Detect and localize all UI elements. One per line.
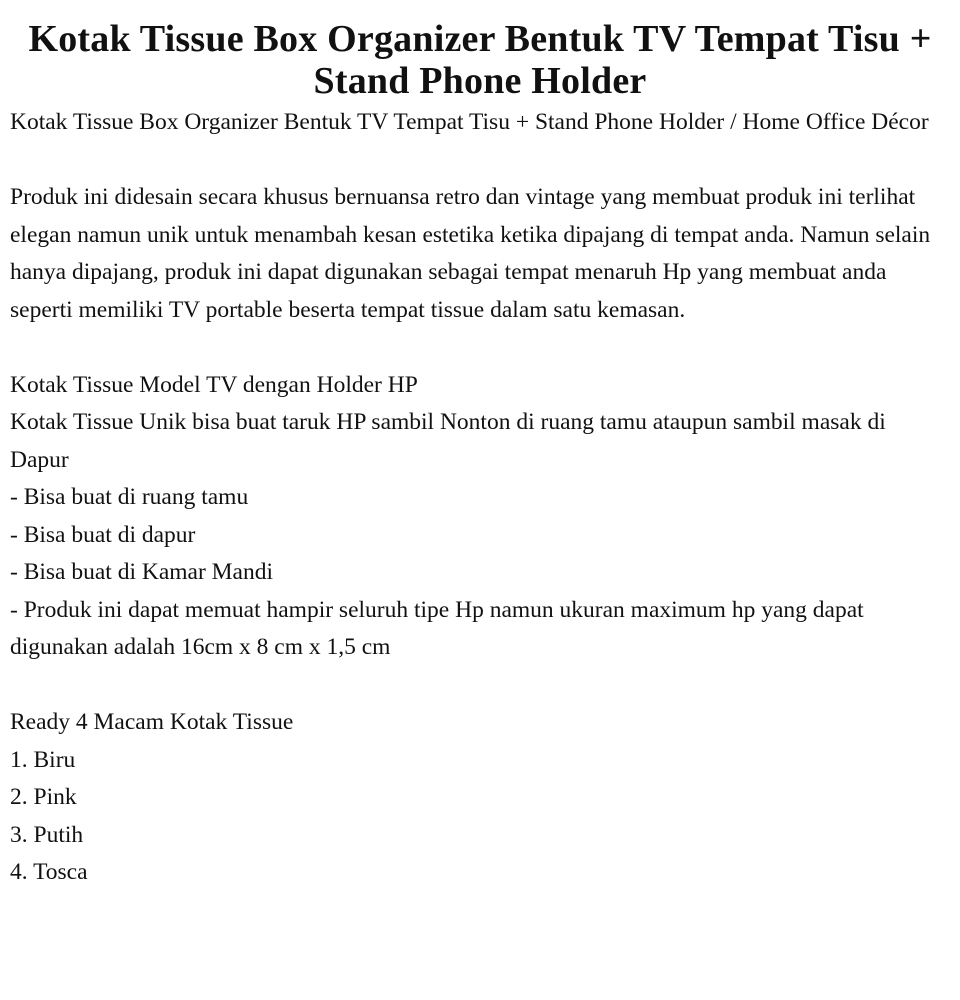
intro-text: Kotak Tissue Box Organizer Bentuk TV Tempat Tisu + Stand Phone Holder / Home Office Décor — [10, 109, 929, 135]
variant-item: 3. Putih — [10, 821, 84, 848]
variant-item: 4. Tosca — [10, 859, 88, 885]
features-subheading: Kotak Tissue Unik bisa buat taruk HP sambil Nonton di ruang tamu ataupun sambil masak di Dapur — [10, 409, 892, 473]
page-title: Kotak Tissue Box Organizer Bentuk TV Tempat Tisu + Stand Phone Holder — [28, 18, 932, 102]
features-heading: Kotak Tissue Model TV dengan Holder HP — [10, 371, 418, 398]
feature-item: - Bisa buat di Kamar Mandi — [10, 559, 274, 585]
variant-item: 1. Biru — [10, 746, 76, 773]
spacer — [10, 667, 950, 705]
feature-item: - Bisa buat di ruang tamu — [10, 484, 249, 510]
variants-heading: Ready 4 Macam Kotak Tissue — [10, 709, 294, 735]
feature-item: - Bisa buat di dapur — [10, 521, 196, 548]
spacer — [10, 142, 950, 180]
variant-item: 2. Pink — [10, 784, 77, 810]
spacer — [10, 329, 950, 367]
description-paragraph: Produk ini didesain secara khusus bernuansa retro dan vintage yang membuat produk ini terlihat elegan namun unik untuk menambah kesan estetika ketika dipajang di tempat anda. Namun selain hanya dipajang, produk ini dapat digunakan sebagai tempat menaruh Hp yang membuat anda seperti memiliki TV portable beserta tempat tissue dalam satu kemasan. — [10, 184, 937, 323]
feature-item: - Produk ini dapat memuat hampir seluruh tipe Hp namun ukuran maximum hp yang dapat digunakan adalah 16cm x 8 cm x 1,5 cm — [10, 596, 870, 660]
